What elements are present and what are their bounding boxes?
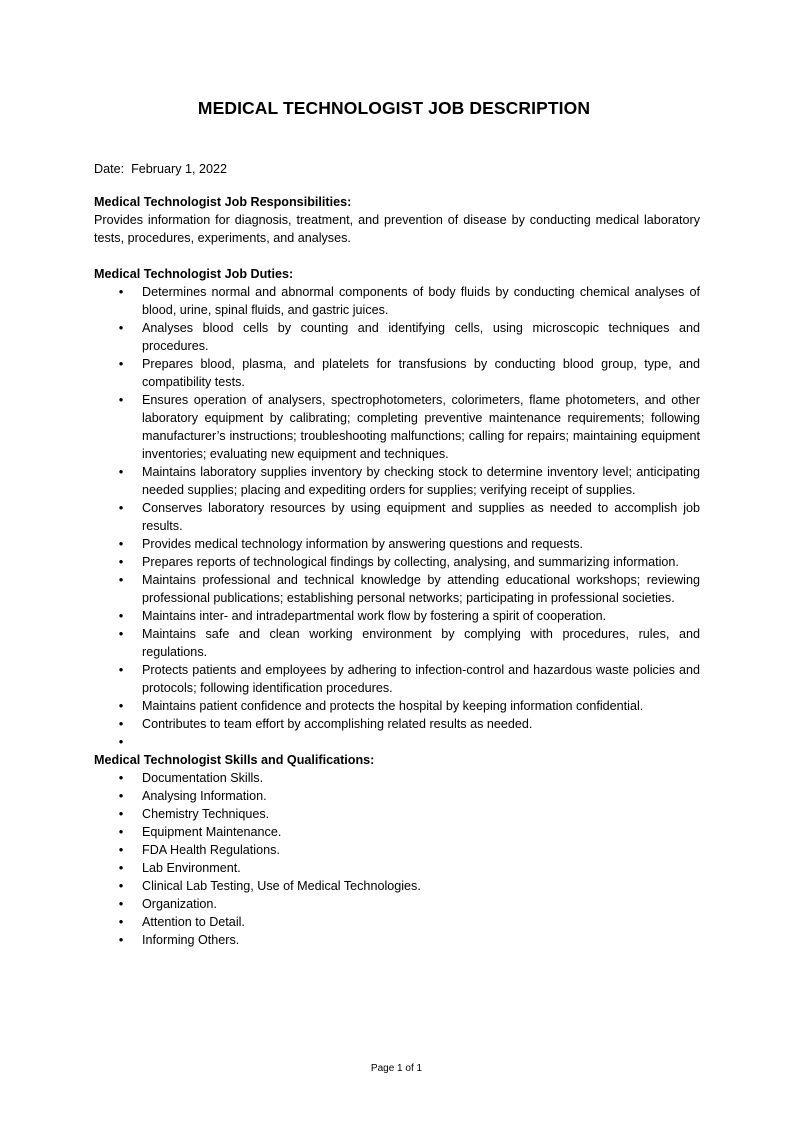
duty-item-text: Ensures operation of analysers, spectrophotometers, colorimeters, flame photometers, and other laboratory equipment by calibrating; completing preventive maintenance requirements; following manufacturer’s instructions; troubleshooting malfunctions; calling for repairs; maintaining equipment inventories; evaluating new equipment and techniques. <box>142 393 700 461</box>
duty-item <box>118 553 700 571</box>
skill-item-text: Chemistry Techniques. <box>142 807 270 821</box>
skill-item-text: Documentation Skills. <box>142 771 264 785</box>
bullet-icon: • <box>118 608 124 623</box>
skill-item <box>118 877 700 895</box>
duty-item-text: Maintains professional and technical knowledge by attending educational workshops; reviewing professional publications; establishing personal networks; participating in professional societies. <box>142 573 700 605</box>
bullet-icon: • <box>118 536 124 551</box>
duty-item <box>118 715 700 733</box>
date-line <box>94 160 700 178</box>
duty-item-text: Maintains laboratory supplies inventory by checking stock to determine inventory level; anticipating needed supplies; placing and expediting orders for supplies; verifying receipt of supplies. <box>142 465 700 497</box>
skill-item-text: Attention to Detail. <box>142 915 245 929</box>
bullet-icon: • <box>118 320 124 335</box>
bullet-icon: • <box>118 698 124 713</box>
document-title: MEDICAL TECHNOLOGIST JOB DESCRIPTION <box>197 98 591 118</box>
document-body <box>94 160 700 949</box>
duties-heading: Medical Technologist Job Duties: <box>94 267 294 281</box>
bullet-icon: • <box>118 878 124 893</box>
duty-item-text: Maintains inter- and intradepartmental work flow by fostering a spirit of cooperation. <box>142 609 607 623</box>
duty-item <box>118 283 700 319</box>
skill-item-text: Equipment Maintenance. <box>142 825 282 839</box>
section-spacer <box>94 247 700 265</box>
duty-item <box>118 607 700 625</box>
duty-item <box>118 625 700 661</box>
responsibilities-heading: Medical Technologist Job Responsibilities: <box>94 195 352 209</box>
skill-item <box>118 787 700 805</box>
bullet-icon: • <box>118 572 124 587</box>
skill-item <box>118 931 700 949</box>
bullet-icon: • <box>118 824 124 839</box>
bullet-icon: • <box>118 716 124 731</box>
date-value: February 1, 2022 <box>131 162 228 176</box>
bullet-icon: • <box>118 554 124 569</box>
skill-item-text: Clinical Lab Testing, Use of Medical Technologies. <box>142 879 421 893</box>
bullet-icon: • <box>118 662 124 677</box>
skill-item-text: FDA Health Regulations. <box>142 843 280 857</box>
duty-item <box>118 661 700 697</box>
skills-heading: Medical Technologist Skills and Qualifications: <box>94 753 375 767</box>
duty-item-text: Determines normal and abnormal components of body fluids by conducting chemical analyses of blood, urine, spinal fluids, and gastric juices. <box>142 285 700 317</box>
skill-item <box>118 841 700 859</box>
bullet-icon: • <box>118 788 124 803</box>
skill-item <box>118 895 700 913</box>
bullet-icon: • <box>118 284 124 299</box>
bullet-icon: • <box>118 392 124 407</box>
duty-item-text: Contributes to team effort by accomplishing related results as needed. <box>142 717 533 731</box>
duty-item-text: Analyses blood cells by counting and identifying cells, using microscopic techniques and procedures. <box>142 321 700 353</box>
bullet-icon: • <box>118 860 124 875</box>
skill-item-text: Informing Others. <box>142 933 240 947</box>
duty-item-text: Prepares blood, plasma, and platelets for transfusions by conducting blood group, type, and compatibility tests. <box>142 357 700 389</box>
duty-item <box>118 463 700 499</box>
duty-item <box>118 499 700 535</box>
skill-item-text: Organization. <box>142 897 217 911</box>
bullet-icon: • <box>118 932 124 947</box>
duty-item <box>118 391 700 463</box>
duty-item <box>118 535 700 553</box>
bullet-icon: • <box>118 464 124 479</box>
skill-item <box>118 859 700 877</box>
date-label: Date: <box>94 162 125 176</box>
duty-item-text: Maintains safe and clean working environment by complying with procedures, rules, and regulations. <box>142 627 700 659</box>
duty-item-text: Prepares reports of technological findings by collecting, analysing, and summarizing information. <box>142 555 679 569</box>
duty-item-text: Provides medical technology information by answering questions and requests. <box>142 537 584 551</box>
duty-item <box>118 697 700 715</box>
bullet-icon: • <box>118 770 124 785</box>
skill-item-text: Lab Environment. <box>142 861 241 875</box>
skill-item-text: Analysing Information. <box>142 789 267 803</box>
responsibilities-text: Provides information for diagnosis, treatment, and prevention of disease by conducting medical laboratory tests, procedures, experiments, and analyses. <box>94 213 700 245</box>
duty-item <box>118 571 700 607</box>
page-footer: Page 1 of 1 <box>370 1063 423 1074</box>
duty-item-text: Conserves laboratory resources by using equipment and supplies as needed to accomplish job results. <box>142 501 700 533</box>
bullet-icon: • <box>118 806 124 821</box>
skill-item <box>118 913 700 931</box>
bullet-icon: • <box>118 500 124 515</box>
duty-item <box>118 355 700 391</box>
duties-list <box>94 283 700 751</box>
duty-item-text: Protects patients and employees by adhering to infection-control and hazardous waste policies and protocols; following identification procedures. <box>142 663 700 695</box>
bullet-icon: • <box>118 626 124 641</box>
bullet-icon: • <box>118 356 124 371</box>
bullet-icon: • <box>118 734 124 749</box>
skills-list <box>94 769 700 949</box>
bullet-icon: • <box>118 914 124 929</box>
skill-item <box>118 769 700 787</box>
duty-item-text: Maintains patient confidence and protects the hospital by keeping information confidential. <box>142 699 644 713</box>
duty-item <box>118 319 700 355</box>
duty-item <box>118 733 700 751</box>
skill-item <box>118 805 700 823</box>
bullet-icon: • <box>118 842 124 857</box>
skill-item <box>118 823 700 841</box>
bullet-icon: • <box>118 896 124 911</box>
